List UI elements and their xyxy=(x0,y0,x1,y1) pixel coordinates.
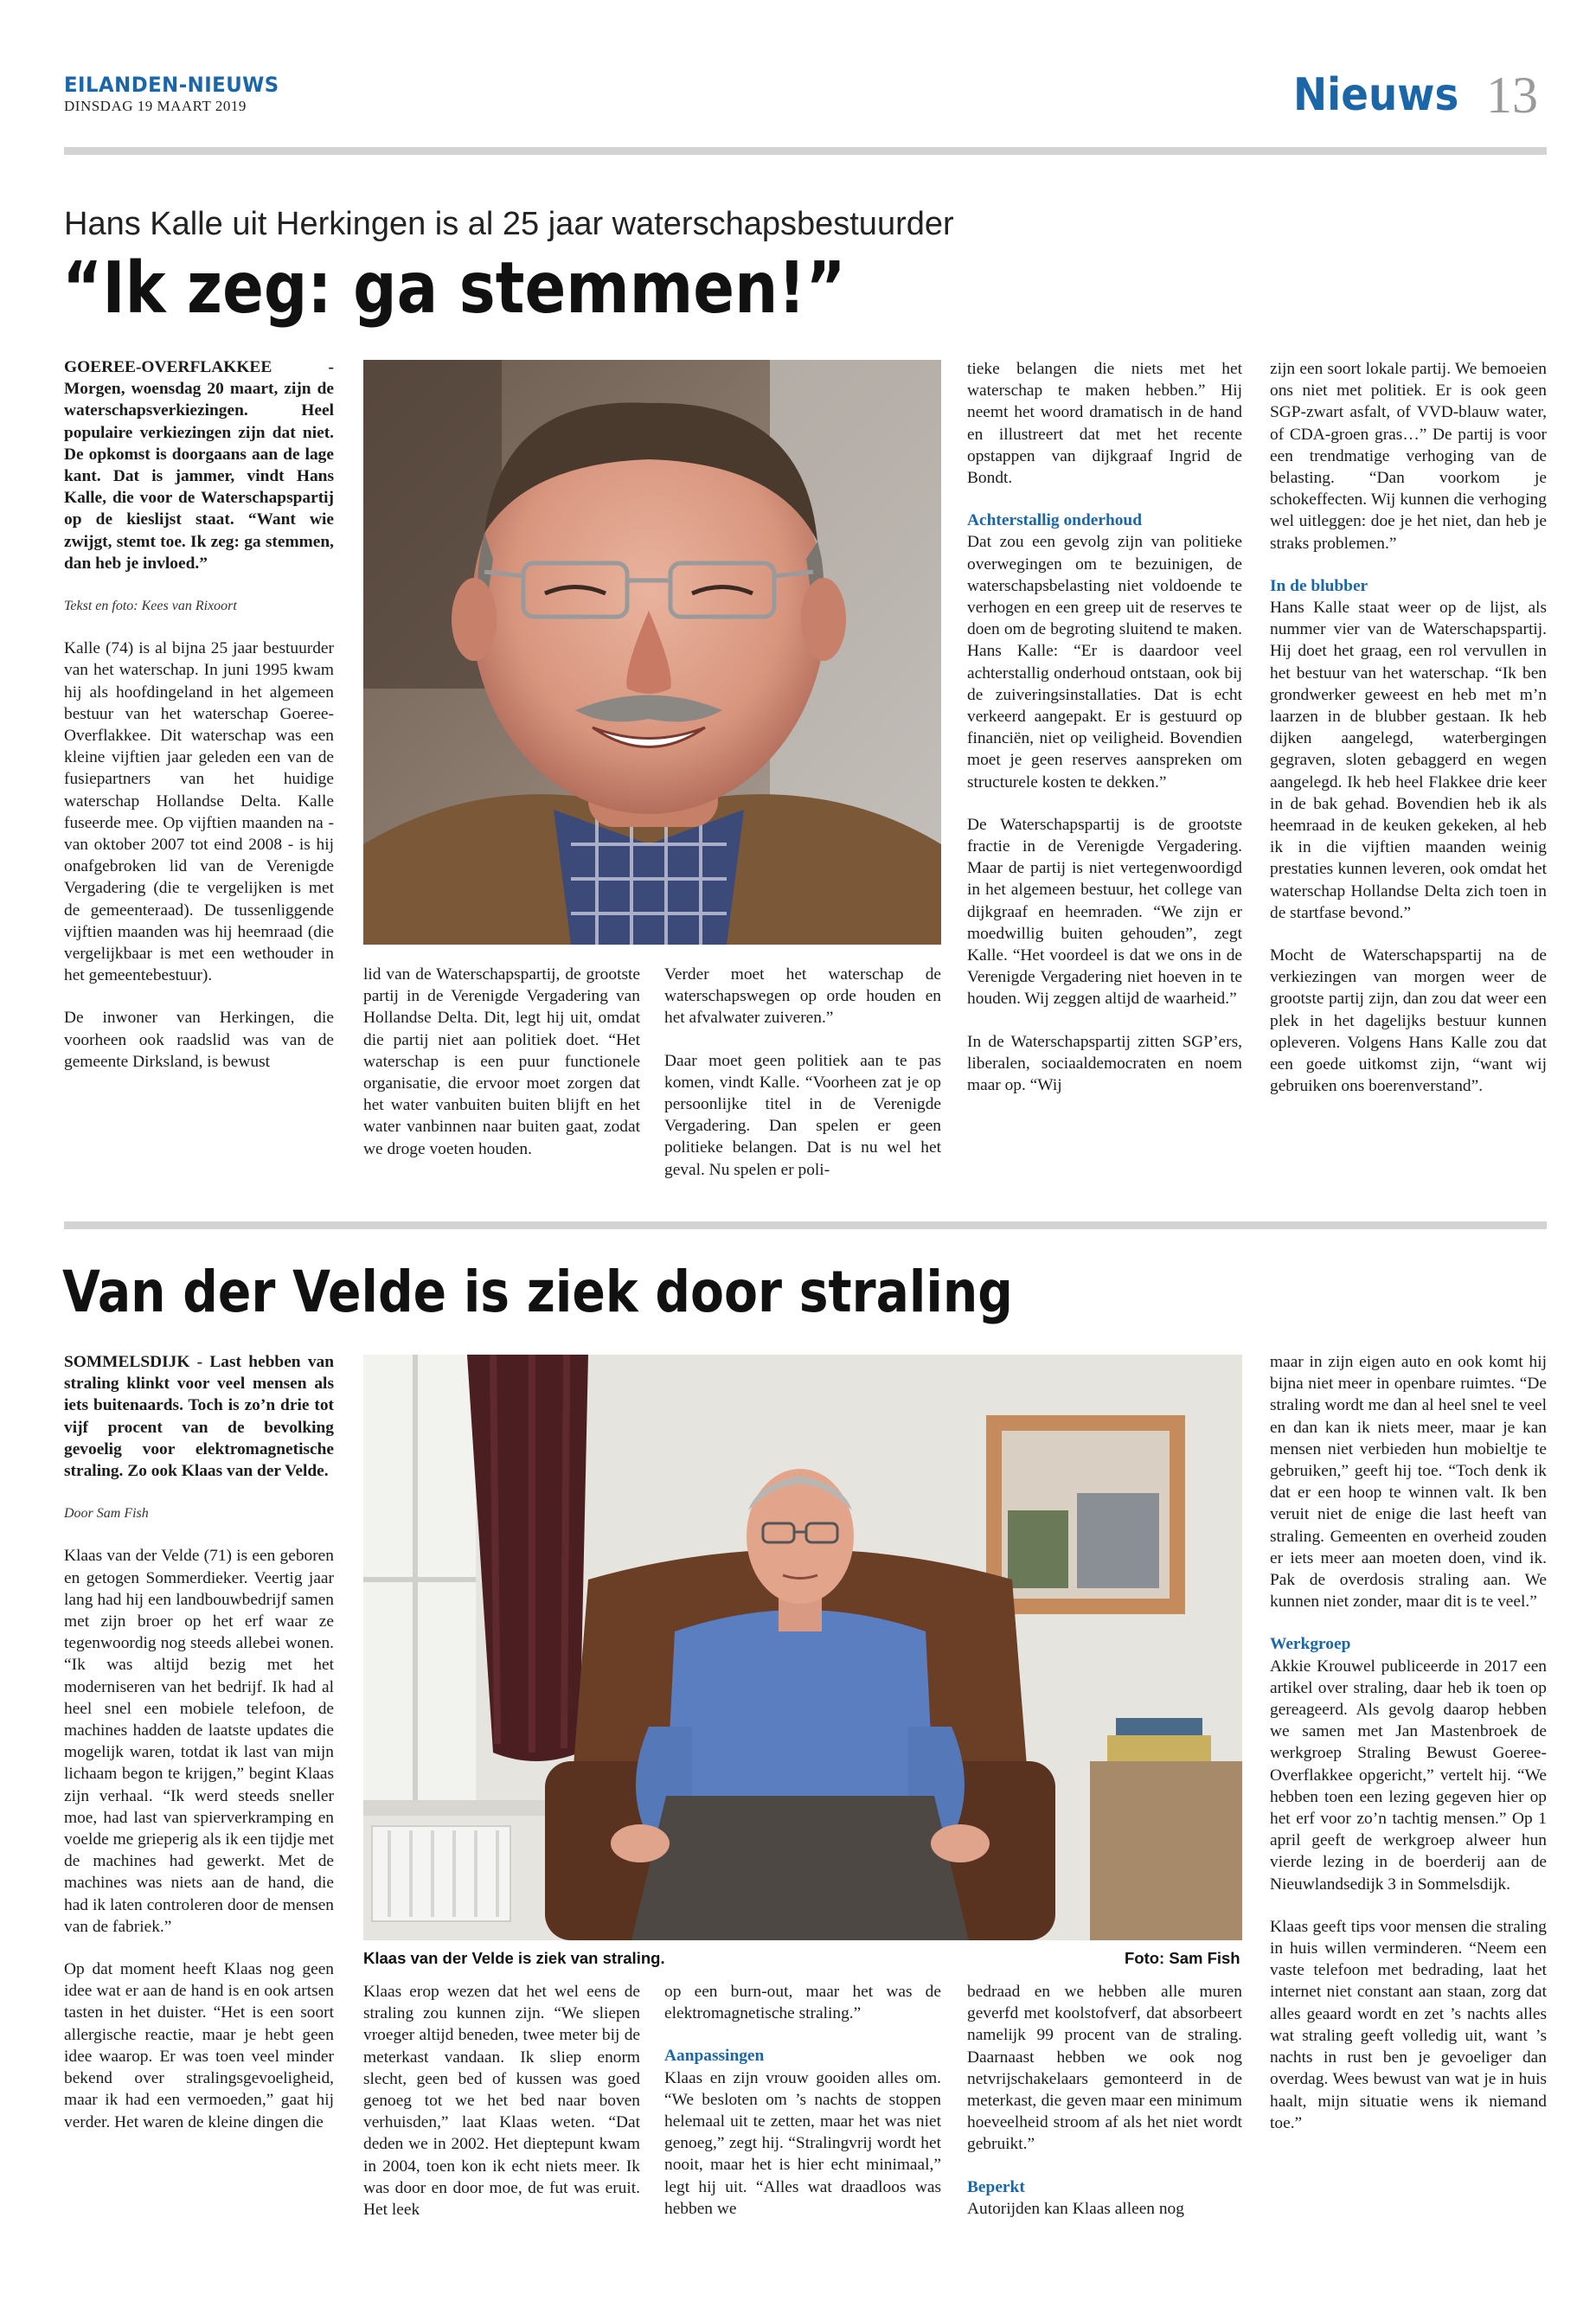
article2-column-1 xyxy=(64,1351,334,2154)
article1-subhead: In de blubber xyxy=(1270,576,1368,595)
article2-subhead: Aanpassingen xyxy=(664,2047,765,2066)
room-illustration xyxy=(363,1355,1242,1940)
article1-paragraph: Hans Kalle staat weer op de lijst, als nummer vier van de Waterschapspartij. Hij doet het graag, een rol vervullen in het bestuur van het waterschap. “Ik ben grondwerker geweest en heb met m’n laarzen in de blubber gestaan. Ik heb dijken aangelegd, waterbergingen gegraven, sloten gebaggerd en wegen aangelegd. Ik heb heel Flakkee drie keer in de bak gehad. Bovendien heb ik als heemraad in de keuken gekeken, al heb ik in die vijftien maanden weinig prestaties kunnen leveren, ook omdat het waterschap Hollandse Delta zich toen in de startfase bevond.” xyxy=(1270,599,1547,922)
article2-headline: Van der Velde is ziek door straling xyxy=(62,1259,1013,1325)
hans-kalle-photo xyxy=(363,360,941,945)
article2-paragraph: Klaas erop wezen dat het wel eens de straling zou kunnen zijn. “We sliepen vroeger altijd beneden, twee meter bij de meterkast vandaan. Ik sliep enorm slecht, geen bed of kussen was goed genoeg tot we het bed naar boven verhuisden,” laat Klaas weten. “Dat deden we in 2002. Het dieptepunt kwam in 2004, toen kon ik echt niets meer. Ik was door en door moe, de fut was eruit. Het leek xyxy=(363,1983,640,2220)
article1-paragraph: zijn een soort lokale partij. We bemoeien ons niet met politiek. Er is ook geen SGP-zwart asfalt, of VVD-blauw water, of CDA-groen gras…” De partij is voor een trendmatige verhoging van de belasting. “Dan voorkom je schokeffecten. Wij kunnen die verhoging wel uitleggen: doe je het niet, dan heb je straks problemen.” xyxy=(1270,360,1547,553)
article1-column-3 xyxy=(664,964,941,1202)
article1-column-1 xyxy=(64,356,334,1093)
article2-column-2 xyxy=(363,1981,640,2241)
article2-paragraph: Klaas en zijn vrouw gooiden alles om. “We besloten om ’s nachts de stoppen helemaal uit te zetten, maar het was niet genoeg,” zegt hij. “Stralingvrij wordt het nooit, maar het is hier echt minimaal,” legt hij uit. “Alles wat draadloos was hebben we xyxy=(664,2068,941,2218)
article1-subhead: Achterstallig onderhoud xyxy=(967,511,1142,530)
photo-credit: Foto: Sam Fish xyxy=(1125,1949,1240,1967)
article2-lead: SOMMELSDIJK - Last hebben van straling klinkt voor veel mensen als iets buitenaards. Toch is zo’n drie tot vijf procent van de bevolking gevoelig voor elektromagnetische straling. Zo ook Klaas van der Velde. xyxy=(64,1353,334,1481)
issue-date: DINSDAG 19 MAART 2019 xyxy=(64,98,247,114)
article2-paragraph: Klaas geeft tips voor mensen die straling in huis willen verminderen. “Neem een vaste telefoon met bedrading, laat het internet niet constant aan staan, zorg dat alles geaard wordt en zet ’s nachts alles wat straling geeft volledig uit, want ’s nachts in rust ben je gevoeliger dan overdag. Wees bewust van wat je in huis haalt, mijn situatie wens ik niemand toe.” xyxy=(1270,1917,1547,2132)
article2-paragraph: maar in zijn eigen auto en ook komt hij bijna niet meer in openbare ruimtes. “De straling wordt me dan al heel snel te veel en dan kan ik niets meer, maar je kan mensen niet verbieden hun mobieltje te gebruiken,” geeft hij toe. “Toch denk ik dat er een hoop te winnen valt. Ik ben veruit niet de enige die last heeft van straling. Gemeenten en overheid zouden er iets meer aan moeten doen, vind ik. Pak de overdosis straling aan. We kunnen niet zonder, maar dit is te veel.” xyxy=(1270,1353,1547,1612)
section-title: Nieuws xyxy=(1293,69,1459,121)
article1-paragraph: Verder moet het waterschap de waterschapswegen op orde houden en het afvalwater zuiveren.” xyxy=(664,965,941,1028)
article1-lead: GOEREE-OVERFLAKKEE - Morgen, woensdag 20 maart, zijn de waterschapsverkiezingen. Heel populaire verkiezingen zijn dat niet. De opkomst is doorgaans aan de lage kant. Dat is jammer, vindt Hans Kalle, die voor de Waterschapspartij op de kieslijst staat. “Want wie zwijgt, stemt toe. Ik zeg: ga stemmen, dan heb je invloed.” xyxy=(64,358,334,573)
article1-column-4 xyxy=(967,358,1242,1117)
article1-kicker: Hans Kalle uit Herkingen is al 25 jaar waterschapsbestuurder xyxy=(64,206,954,242)
article1-headline: “Ik zeg: ga stemmen!” xyxy=(62,247,846,330)
article2-subhead: Beperkt xyxy=(967,2177,1025,2196)
article1-paragraph: Dat zou een gevolg zijn van politieke overwegingen om te bezuinigen, de waterschapsbelasting niet voldoende te verhogen en een greep uit de reserves te doen om de begroting sluitend te maken. Hans Kalle: “Er is daardoor veel achterstallig onderhoud ontstaan, ook bij de zuiveringsinstallaties. Dat is echt verkeerd aangepakt. Er is gestuurd op financiën, niet op veiligheid. Bovendien moet je geen reserves aanspreken om structurele kosten te dekken.” xyxy=(967,533,1242,792)
article1-paragraph: tieke belangen die niets met het waterschap te maken hebben.” Hij neemt het woord dramatisch in de hand en illustreert dat met het recente opstappen van dijkgraaf Ingrid de Bondt. xyxy=(967,360,1242,488)
article2-credit: Door Sam Fish xyxy=(64,1506,149,1522)
article1-paragraph: De Waterschapspartij is de grootste fractie in de Verenigde Vergadering. Maar de partij is niet vertegenwoordigd in het algemeen bestuur, het college van dijkgraaf en heemraden. “We zijn er moedwillig buiten gehouden”, zegt Kalle. “Het voordeel is dat we ons in de Verenigde Vergadering niet hoeven in te houden. Wij zeggen altijd de waarheid.” xyxy=(967,815,1242,1009)
article1-column-2 xyxy=(363,964,640,1181)
article1-paragraph: Mocht de Waterschapspartij na de verkiezingen van morgen weer de grootste partij zijn, dan zou dat weer een plek in het dagelijks bestuur kunnen opleveren. Volgens Hans Kalle zou dat een goede uitkomst zijn, “want wij gebruiken ons boerenverstand”. xyxy=(1270,946,1547,1096)
article1-paragraph: lid van de Waterschapspartij, de grootste partij in de Verenigde Vergadering van Hollandse Delta. Dit, legt hij uit, omdat die partij niet aan politiek doet. “Het waterschap is een puur functionele organisatie, die ervoor moet zorgen dat het water vanbuiten buiten blijft en het water vanbinnen naar buiten gaat, zodat we droge voeten houden. xyxy=(363,965,640,1158)
article2-paragraph: op een burn-out, maar het was de elektromagnetische straling.” xyxy=(664,1983,941,2023)
article1-paragraph: In de Waterschapspartij zitten SGP’ers, liberalen, sociaaldemocraten en noem maar op. “Wij xyxy=(967,1032,1242,1095)
portrait-illustration xyxy=(363,360,941,945)
article1-column-5 xyxy=(1270,358,1547,1118)
article2-column-5 xyxy=(1270,1351,1547,2155)
page-number: 13 xyxy=(1486,67,1538,124)
klaas-van-der-velde-photo xyxy=(363,1355,1242,1940)
header-divider xyxy=(64,147,1547,155)
article1-paragraph: De inwoner van Herkingen, die voorheen ook raadslid was van de gemeente Dirksland, is bewust xyxy=(64,1009,334,1071)
article2-column-3 xyxy=(664,1981,941,2240)
article1-paragraph: Daar moet geen politiek aan te pas komen, vindt Kalle. “Voorheen zat je op persoonlijke titel in de Verenigde Vergadering. Dan spelen er geen politieke belangen. Dat is nu wel het geval. Nu spelen er poli- xyxy=(664,1051,941,1179)
article-divider xyxy=(64,1221,1547,1229)
photo-caption: Klaas van der Velde is ziek van straling. xyxy=(363,1949,665,1967)
article2-column-4 xyxy=(967,1981,1242,2240)
newspaper-logo: EILANDEN-NIEUWS xyxy=(64,73,279,97)
article1-paragraph: Kalle (74) is al bijna 25 jaar bestuurder van het waterschap. In juni 1995 kwam hij als hoofdingeland in het algemeen bestuur van het waterschap Goeree-Overflakkee. Dit waterschap was een kleine vijftien jaar geleden een van de fusiepartners van het huidige waterschap Hollandse Delta. Kalle fuseerde mee. Op vijftien maanden na - van oktober 2007 tot eind 2008 - is hij onafgebroken lid van de Verenigde Vergadering (die te vergelijken is met de gemeenteraad). De tussenliggende vijftien maanden was hij heemraad (die vergelijkbaar is met een wethouder in het gemeentebestuur). xyxy=(64,639,334,985)
article2-paragraph: Klaas van der Velde (71) is een geboren en getogen Sommerdieker. Veertig jaar lang had hij een landbouwbedrijf samen met zijn broer op het erf waar ze tegenwoordig nog steeds allebei wonen. “Ik was altijd bezig met het moderniseren van het bedrijf. Ik had al heel snel een mobiele telefoon, de machines hadden de laatste updates die mogelijk waren, totdat ik last van mijn lichaam begon te krijgen,” begint Klaas zijn verhaal. “Ik werd steeds sneller moe, had last van spierverkramping en voelde me grieperig als ik een tijdje met de machines had gewerkt. Met de machines was niets aan de hand, die had ik laten controleren door de mensen van de fabriek.” xyxy=(64,1547,334,1936)
article1-credit: Tekst en foto: Kees van Rixoort xyxy=(64,599,237,614)
article2-paragraph: Akkie Krouwel publiceerde in 2017 een artikel over straling, daar heb ik toen op gereageerd. Als gevolg daarop hebben we samen met Jan Mastenbroek de werkgroep Straling Bewust Goeree-Overflakkee opgericht,” vertelt hij. “We hebben toen een lezing gegeven hier op het erf voor zo’n tachtig mensen.” Op 1 april geeft de werkgroep alweer hun vierde lezing in de boerderij aan de Nieuwlandsedijk 3 in Sommelsdijk. xyxy=(1270,1657,1547,1894)
article2-paragraph: bedraad en we hebben alle muren geverfd met koolstofverf, dat absorbeert namelijk 99 procent van de straling. Daarnaast hebben we ook nog netvrijschakelaars gemonteerd in de meterkast, die geven maar een minimum hoeveelheid stroom af als het niet wordt gebruikt.” xyxy=(967,1983,1242,2154)
article2-subhead: Werkgroep xyxy=(1270,1635,1351,1654)
article2-paragraph: Op dat moment heeft Klaas nog geen idee wat er aan de hand is en ook artsen tasten in het duister. “Het is een soort allergische reactie, maar je hebt geen idee waarop. Er was toen veel minder bekend over stralingsgevoeligheid, maar ik had een vermoeden,” gaat hij verder. Het waren de kleine dingen die xyxy=(64,1960,334,2131)
article2-paragraph: Autorijden kan Klaas alleen nog xyxy=(967,2199,1184,2218)
